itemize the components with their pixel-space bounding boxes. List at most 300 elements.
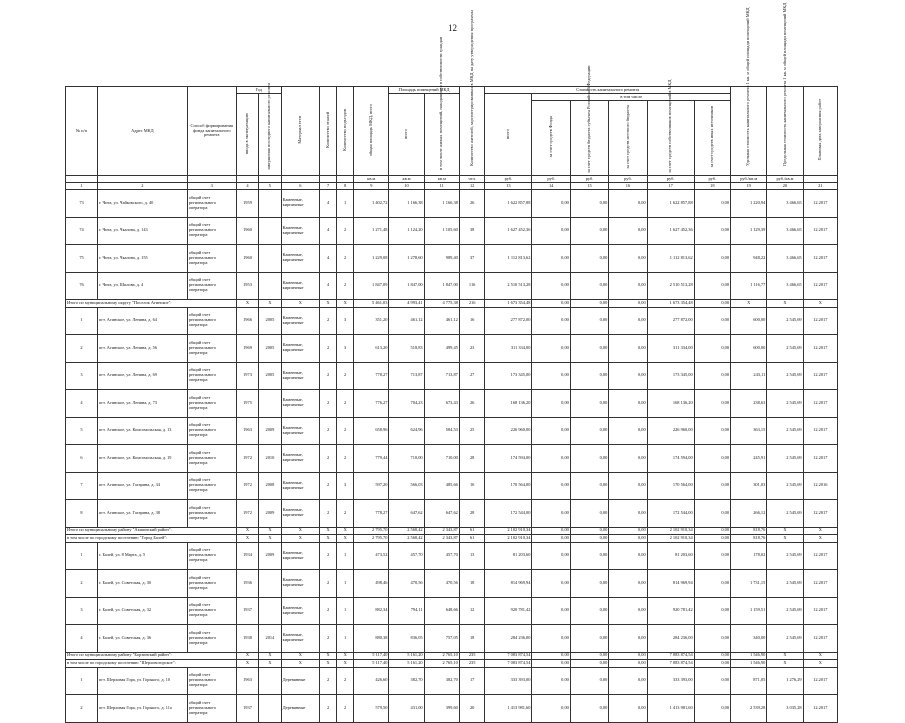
total-label: Итого по муниципальному округу "Поселок Агинское":: [66, 300, 237, 308]
area-residents: 647,62: [424, 500, 459, 528]
year-built: 1966: [236, 307, 258, 335]
cost-other: 0,00: [694, 190, 730, 218]
wall-material: Каменные, кирпичные: [281, 625, 319, 653]
cost-subject: 0,00: [570, 695, 608, 723]
row-number: 74: [66, 217, 98, 245]
total-max-cost: X: [767, 300, 803, 308]
area-residents: 1 105,60: [424, 217, 459, 245]
header-cost-fund: за счет средств Фонда: [532, 101, 570, 176]
area-residents: 485,66: [424, 472, 459, 500]
column-number: 17: [647, 183, 694, 190]
cost-subject: 0,00: [570, 272, 608, 300]
address: пгт. Агинское, ул. Ленина, д. 64: [98, 307, 188, 335]
area-all: 1 124,20: [389, 217, 424, 245]
total-area: 778,27: [354, 500, 389, 528]
total-residents: 235: [459, 652, 485, 660]
max-cost: 2 545,69: [767, 307, 803, 335]
total-residents: 235: [459, 660, 485, 668]
fund-method: общий счет регионального оператора: [187, 417, 236, 445]
total-floors: X: [320, 535, 337, 543]
header-unit-cost: Удельная стоимость капитального ремонта 1 кв. м общей площади помещений МКД: [731, 87, 767, 176]
total-cost-owners: 7 083 874,54: [647, 652, 694, 660]
area-residents: 499,45: [424, 335, 459, 363]
column-number: 10: [389, 183, 424, 190]
total-row: [66, 527, 838, 535]
cost-all: 174 594,00: [485, 445, 532, 473]
wall-material: Каменные, кирпичные: [281, 217, 319, 245]
cost-all: 173 345,00: [485, 362, 532, 390]
header-floors: Количество этажей: [320, 87, 337, 176]
fund-method: общий счет регионального оператора: [187, 542, 236, 570]
entrances: 2: [337, 667, 354, 695]
total-total-area: 5 461,03: [354, 300, 389, 308]
cost-fund: 0,00: [532, 445, 570, 473]
header-entrances: Количество подъездов: [337, 87, 354, 176]
cost-subject: 0,00: [570, 362, 608, 390]
total-cost-subject: 0,00: [570, 652, 608, 660]
total-entrances: X: [337, 652, 354, 660]
total-unit-cost: 1 546,90: [731, 652, 767, 660]
row-number: 3: [66, 597, 98, 625]
total-unit-cost: 1 546,90: [731, 660, 767, 668]
total-cost-subject: 0,00: [570, 527, 608, 535]
unit-cell: [259, 176, 281, 183]
total-year-repair: X: [259, 652, 281, 660]
unit-cost: 238,63: [731, 390, 767, 418]
residents: 17: [459, 667, 485, 695]
row-number: 73: [66, 190, 98, 218]
total-deadline: X: [803, 527, 837, 535]
cost-fund: 0,00: [532, 417, 570, 445]
fund-method: общий счет регионального оператора: [187, 625, 236, 653]
area-all: 382,70: [389, 667, 424, 695]
row-number: 7: [66, 472, 98, 500]
year-built: 1937: [236, 597, 258, 625]
header-cost-subject: за счет средств бюджета субъекта Российской Федерации: [570, 101, 608, 176]
cost-local: 0,00: [609, 667, 647, 695]
year-repair: 2005: [259, 307, 281, 335]
total-label: Итого по муниципальному району "Борзинский район":: [66, 652, 237, 660]
residents: 16: [459, 472, 485, 500]
area-residents: 399,60: [424, 695, 459, 723]
unit-cell: [803, 176, 837, 183]
total-cost-subject: 0,00: [570, 300, 608, 308]
row-number: 2: [66, 570, 98, 598]
cost-fund: 0,00: [532, 472, 570, 500]
table-row: [66, 667, 838, 695]
unit-cell: кв.м: [424, 176, 459, 183]
address: г. Балей, ул. 8 Марта, д. 5: [98, 542, 188, 570]
cost-fund: 0,00: [532, 542, 570, 570]
total-wall-material: X: [281, 535, 319, 543]
area-residents: 673,43: [424, 390, 459, 418]
area-residents: 1 847,00: [424, 272, 459, 300]
cost-subject: 0,00: [570, 417, 608, 445]
column-number: 11: [424, 183, 459, 190]
header-year-repair: завершения последнего капитального ремонта: [259, 94, 281, 176]
area-all: 713,87: [389, 362, 424, 390]
cost-subject: 0,00: [570, 570, 608, 598]
cost-local: 0,00: [609, 472, 647, 500]
cost-local: 0,00: [609, 335, 647, 363]
unit-cell: [98, 176, 188, 183]
cost-local: 0,00: [609, 417, 647, 445]
cost-all: 814 969,94: [485, 570, 532, 598]
wall-material: Каменные, кирпичные: [281, 335, 319, 363]
year-built: 1972: [236, 500, 258, 528]
total-wall-material: X: [281, 652, 319, 660]
year-repair: 2005: [259, 335, 281, 363]
area-residents: 382,70: [424, 667, 459, 695]
total-floors: X: [320, 652, 337, 660]
unit-cell: руб.: [485, 176, 532, 183]
entrances: 1: [337, 570, 354, 598]
floors: 2: [320, 417, 337, 445]
table-row: [66, 417, 838, 445]
cost-fund: 0,00: [532, 307, 570, 335]
deadline: 12.2017: [803, 667, 837, 695]
unit-cost: 243,11: [731, 362, 767, 390]
cost-other: 0,00: [694, 667, 730, 695]
row-number: 1: [66, 307, 98, 335]
total-cost-local: 0,00: [609, 300, 647, 308]
cost-local: 0,00: [609, 272, 647, 300]
unit-cell: кв.м: [389, 176, 424, 183]
residents: 18: [459, 625, 485, 653]
total-cost-owners: 7 083 874,54: [647, 660, 694, 668]
cost-other: 0,00: [694, 245, 730, 273]
floors: 2: [320, 542, 337, 570]
column-number: 12: [459, 183, 485, 190]
cost-local: 0,00: [609, 445, 647, 473]
year-built: 1934: [236, 542, 258, 570]
total-year-repair: X: [259, 300, 281, 308]
fund-method: общий счет регионального оператора: [187, 190, 236, 218]
max-cost: 3 466,65: [767, 245, 803, 273]
row-number: 1: [66, 542, 98, 570]
row-number: 2: [66, 335, 98, 363]
cost-fund: 0,00: [532, 390, 570, 418]
page-number: 12: [448, 23, 457, 33]
unit-cost: 600,00: [731, 335, 767, 363]
wall-material: Каменные, кирпичные: [281, 245, 319, 273]
column-number: 4: [236, 183, 258, 190]
total-year-built: X: [236, 527, 258, 535]
max-cost: 3 466,65: [767, 272, 803, 300]
cost-all: 333 393,00: [485, 667, 532, 695]
area-all: 710,00: [389, 445, 424, 473]
unit-cost: 1 159,51: [731, 597, 767, 625]
total-cost-local: 0,00: [609, 535, 647, 543]
fund-method: общий счет регионального оператора: [187, 472, 236, 500]
total-area: 1 229,08: [354, 245, 389, 273]
entrances: 3: [337, 307, 354, 335]
cost-local: 0,00: [609, 217, 647, 245]
row-number: 5: [66, 417, 98, 445]
column-number: 15: [570, 183, 608, 190]
total-cost-fund: 0,00: [532, 535, 570, 543]
address: пгт. Агинское, ул. Гагарина, д. 38: [98, 500, 188, 528]
unit-cost: 178,02: [731, 542, 767, 570]
floors: 2: [320, 625, 337, 653]
total-row: [66, 535, 838, 543]
unit-cost: 1 116,77: [731, 272, 767, 300]
area-residents: 989,40: [424, 245, 459, 273]
deadline: 12.2017: [803, 190, 837, 218]
total-cost-other: 0,00: [694, 300, 730, 308]
column-number: 20: [767, 183, 803, 190]
cost-local: 0,00: [609, 500, 647, 528]
cost-other: 0,00: [694, 362, 730, 390]
units-row: [66, 176, 838, 183]
entrances: 2: [337, 245, 354, 273]
total-area-residents: 2 343,87: [424, 535, 459, 543]
cost-subject: 0,00: [570, 667, 608, 695]
wall-material: Каменные, кирпичные: [281, 500, 319, 528]
header-number: № п/п: [66, 87, 98, 176]
column-numbers-row: [66, 183, 838, 190]
area-all: 461,12: [389, 307, 424, 335]
total-area-residents: 4 775,38: [424, 300, 459, 308]
residents: 23: [459, 335, 485, 363]
cost-owners: 1 413 981,60: [647, 695, 694, 723]
cost-owners: 333 393,00: [647, 667, 694, 695]
cost-fund: 0,00: [532, 335, 570, 363]
year-repair: [259, 597, 281, 625]
cost-fund: 0,00: [532, 625, 570, 653]
year-built: 1936: [236, 570, 258, 598]
unit-cell: [236, 176, 258, 183]
entrances: 3: [337, 472, 354, 500]
total-year-repair: X: [259, 527, 281, 535]
year-repair: 2005: [259, 362, 281, 390]
entrances: 1: [337, 190, 354, 218]
max-cost: 2 545,69: [767, 362, 803, 390]
deadline: 12.2017: [803, 245, 837, 273]
header-residents: Количество жителей, зарегистрированных в МКД на дату утверждения программы: [459, 87, 485, 176]
max-cost: 2 545,69: [767, 390, 803, 418]
cost-all: 920 781,42: [485, 597, 532, 625]
year-repair: 2009: [259, 417, 281, 445]
entrances: 2: [337, 217, 354, 245]
cost-owners: 226 960,00: [647, 417, 694, 445]
total-area: 613,20: [354, 335, 389, 363]
total-area: 776,27: [354, 390, 389, 418]
cost-owners: 277 872,00: [647, 307, 694, 335]
total-area-all: 2 568,42: [389, 535, 424, 543]
total-deadline: X: [803, 652, 837, 660]
max-cost: 2 545,69: [767, 472, 803, 500]
deadline: 12.2017: [803, 417, 837, 445]
deadline: 12.2017: [803, 542, 837, 570]
cost-local: 0,00: [609, 570, 647, 598]
wall-material: Каменные, кирпичные: [281, 362, 319, 390]
table-row: [66, 500, 838, 528]
area-residents: 1 166,38: [424, 190, 459, 218]
total-area: 473,52: [354, 542, 389, 570]
cost-subject: 0,00: [570, 335, 608, 363]
wall-material: Каменные, кирпичные: [281, 390, 319, 418]
table-row: [66, 390, 838, 418]
year-repair: 2010: [259, 445, 281, 473]
residents: 16: [459, 307, 485, 335]
cost-owners: 1 112 813,62: [647, 245, 694, 273]
year-repair: [259, 217, 281, 245]
header-area-all: всего: [389, 94, 424, 176]
max-cost: 2 545,69: [767, 570, 803, 598]
header-wall-material: Материал стен: [281, 87, 319, 176]
total-cost-subject: 0,00: [570, 535, 608, 543]
header-group-cost: Стоимость капитального ремонта: [485, 87, 731, 94]
cost-subject: 0,00: [570, 445, 608, 473]
area-residents: 461,12: [424, 307, 459, 335]
column-number: 1: [66, 183, 98, 190]
unit-cell: руб.: [609, 176, 647, 183]
cost-other: 0,00: [694, 417, 730, 445]
fund-method: общий счет регионального оператора: [187, 667, 236, 695]
max-cost: 2 545,69: [767, 500, 803, 528]
wall-material: Каменные, кирпичные: [281, 472, 319, 500]
floors: 2: [320, 667, 337, 695]
cost-fund: 0,00: [532, 667, 570, 695]
total-cost-other: 0,00: [694, 527, 730, 535]
wall-material: Каменные, кирпичные: [281, 542, 319, 570]
year-repair: [259, 272, 281, 300]
wall-material: Каменные, кирпичные: [281, 570, 319, 598]
total-year-built: X: [236, 660, 258, 668]
total-area: 882,34: [354, 597, 389, 625]
cost-other: 0,00: [694, 445, 730, 473]
fund-method: общий счет регионального оператора: [187, 362, 236, 390]
unit-cost: 1 129,39: [731, 217, 767, 245]
wall-material: Каменные, кирпичные: [281, 190, 319, 218]
area-all: 457,70: [389, 542, 424, 570]
cost-all: 172 544,00: [485, 500, 532, 528]
entrances: 2: [337, 417, 354, 445]
total-year-built: X: [236, 300, 258, 308]
total-cost-fund: 0,00: [532, 660, 570, 668]
header-deadline: Плановая дата завершения работ: [803, 87, 837, 176]
cost-other: 0,00: [694, 217, 730, 245]
floors: 2: [320, 390, 337, 418]
table-row: [66, 307, 838, 335]
column-number: 6: [281, 183, 319, 190]
total-cost-fund: 0,00: [532, 300, 570, 308]
floors: 4: [320, 272, 337, 300]
table-row: [66, 570, 838, 598]
total-area-all: 5 161,20: [389, 652, 424, 660]
total-row: [66, 660, 838, 668]
total-area: 658,96: [354, 417, 389, 445]
residents: 12: [459, 597, 485, 625]
column-number: 21: [803, 183, 837, 190]
area-all: 1 166,38: [389, 190, 424, 218]
total-deadline: X: [803, 535, 837, 543]
wall-material: Каменные, кирпичные: [281, 307, 319, 335]
cost-all: 1 413 981,60: [485, 695, 532, 723]
total-row: [66, 652, 838, 660]
address: г. Балей, ул. Советская, д. 30: [98, 570, 188, 598]
year-built: 1972: [236, 472, 258, 500]
column-number: 7: [320, 183, 337, 190]
cost-owners: 2 510 513,28: [647, 272, 694, 300]
total-cost-subject: 0,00: [570, 660, 608, 668]
unit-cost: 245,91: [731, 445, 767, 473]
total-cost-fund: 0,00: [532, 527, 570, 535]
total-total-area: 5 117,40: [354, 652, 389, 660]
year-repair: [259, 667, 281, 695]
address: пгт. Агинское, ул. Ленина, д. 73: [98, 390, 188, 418]
residents: 38: [459, 217, 485, 245]
cost-subject: 0,00: [570, 597, 608, 625]
total-cost-all: 1 673 354,48: [485, 300, 532, 308]
max-cost: 2 545,69: [767, 625, 803, 653]
address: г. Чита, ул. Шилова, д. 4: [98, 272, 188, 300]
total-wall-material: X: [281, 527, 319, 535]
wall-material: Каменные, кирпичные: [281, 417, 319, 445]
area-residents: 710,00: [424, 445, 459, 473]
column-number: 13: [485, 183, 532, 190]
deadline: 12.2017: [803, 390, 837, 418]
wall-material: Деревянные: [281, 667, 319, 695]
floors: 2: [320, 445, 337, 473]
year-repair: [259, 390, 281, 418]
year-built: 1969: [236, 335, 258, 363]
floors: 2: [320, 695, 337, 723]
cost-all: 277 872,00: [485, 307, 532, 335]
cost-local: 0,00: [609, 695, 647, 723]
column-number: 3: [187, 183, 236, 190]
year-built: 1963: [236, 667, 258, 695]
total-area: 498,46: [354, 570, 389, 598]
total-area-all: 4 993,41: [389, 300, 424, 308]
cost-other: 0,00: [694, 500, 730, 528]
header-max-cost: Предельная стоимость капитального ремонта 1 кв. м общей площади помещений МКД: [767, 87, 803, 176]
row-number: 4: [66, 625, 98, 653]
deadline: 12.2017: [803, 597, 837, 625]
address: г. Чита, ул. Чкалова, д. 143: [98, 217, 188, 245]
total-area: 351,20: [354, 307, 389, 335]
total-row: [66, 300, 838, 308]
total-entrances: X: [337, 300, 354, 308]
fund-method: общий счет регионального оператора: [187, 272, 236, 300]
total-entrances: X: [337, 527, 354, 535]
deadline: 12.2017: [803, 307, 837, 335]
header-sub-incl: в том числе: [532, 94, 731, 101]
year-repair: [259, 570, 281, 598]
header-group-area: Площадь помещений МКД: [389, 87, 459, 94]
cost-local: 0,00: [609, 307, 647, 335]
fund-method: общий счет регионального оператора: [187, 570, 236, 598]
year-built: 1963: [236, 417, 258, 445]
total-area: 1 271,48: [354, 217, 389, 245]
fund-method: общий счет регионального оператора: [187, 597, 236, 625]
address: пгт. Агинское, ул. Комсомольская, д. 19: [98, 445, 188, 473]
entrances: 2: [337, 695, 354, 723]
deadline: 12.2017: [803, 272, 837, 300]
area-residents: 713,87: [424, 362, 459, 390]
max-cost: 2 545,69: [767, 335, 803, 363]
column-number: 16: [609, 183, 647, 190]
total-residents: 61: [459, 527, 485, 535]
cost-subject: 0,00: [570, 190, 608, 218]
year-built: 1959: [236, 190, 258, 218]
max-cost: 1 276,29: [767, 667, 803, 695]
fund-method: общий счет регионального оператора: [187, 390, 236, 418]
cost-all: 311 334,00: [485, 335, 532, 363]
year-built: 1953: [236, 272, 258, 300]
unit-cell: руб.: [532, 176, 570, 183]
